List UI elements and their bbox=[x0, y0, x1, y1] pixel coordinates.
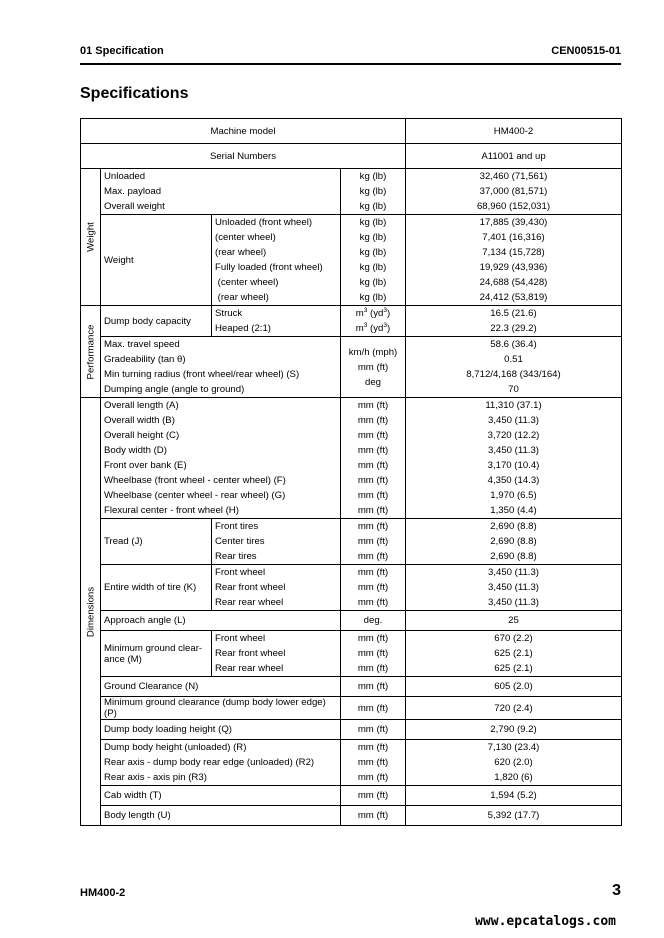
machine-model-value: HM400-2 bbox=[406, 119, 622, 144]
cab-width-unit: mm (ft) bbox=[341, 786, 406, 806]
min-ground-clearance-values: 670 (2.2) 625 (2.1) 625 (2.1) bbox=[406, 631, 622, 677]
min-ground-clearance-units: mm (ft) mm (ft) mm (ft) bbox=[341, 631, 406, 677]
ground-clearance-row bbox=[81, 677, 622, 697]
loading-height-value: 2,790 (9.2) bbox=[406, 720, 622, 740]
footer-model: HM400-2 bbox=[80, 887, 126, 899]
body-length-value: 5,392 (17.7) bbox=[406, 806, 622, 826]
serial-label: Serial Numbers bbox=[81, 144, 406, 169]
overall-dimensions-units: mm (ft) mm (ft) mm (ft) mm (ft) mm (ft) mm (ft) mm (ft) mm (ft) bbox=[341, 398, 406, 519]
approach-angle-label: Approach angle (L) bbox=[101, 611, 341, 631]
dump-body-lower-edge-unit: mm (ft) bbox=[341, 697, 406, 720]
ground-clearance-value: 605 (2.0) bbox=[406, 677, 622, 697]
weight-group-label: Weight bbox=[81, 169, 101, 306]
min-ground-clearance-row bbox=[81, 631, 622, 677]
section-header: 01 Specification bbox=[80, 45, 164, 57]
tire-width-values: 3,450 (11.3) 3,450 (11.3) 3,450 (11.3) bbox=[406, 565, 622, 611]
ground-clearance-unit: mm (ft) bbox=[341, 677, 406, 697]
approach-angle-value: 25 bbox=[406, 611, 622, 631]
weight-distribution-units: kg (lb) kg (lb) kg (lb) kg (lb) kg (lb) kg (lb) bbox=[341, 215, 406, 306]
weight-overall-row bbox=[81, 169, 622, 215]
performance-values: 58.6 (36.4) 0.51 8,712/4,168 (343/164) 70 bbox=[406, 337, 622, 398]
overall-dimensions-values: 11,310 (37.1) 3,450 (11.3) 3,720 (12.2) 3,450 (11.3) 3,170 (10.4) 4,350 (14.3) 1,970 (6.5) 1,350 (4.4) bbox=[406, 398, 622, 519]
tread-values: 2,690 (8.8) 2,690 (8.8) 2,690 (8.8) bbox=[406, 519, 622, 565]
performance-items: Max. travel speed Gradeability (tan θ) Min turning radius (front wheel/rear wheel) (S) Dumping angle (angle to ground) bbox=[101, 337, 341, 398]
performance-row bbox=[81, 337, 622, 398]
overall-dimensions-items: Overall length (A) Overall width (B) Overall height (C) Body width (D) Front over bank (E) Wheelbase (front wheel - center wheel) (F) Wheelbase (center wheel - rear wheel) (G) Flexural center - front wheel (H) bbox=[101, 398, 341, 519]
overall-dimensions-row bbox=[81, 398, 622, 519]
performance-units: km/h (mph) mm (ft) deg bbox=[341, 337, 406, 398]
cab-width-row bbox=[81, 786, 622, 806]
machine-model-label: Machine model bbox=[81, 119, 406, 144]
tread-units: mm (ft) mm (ft) mm (ft) bbox=[341, 519, 406, 565]
cab-width-value: 1,594 (5.2) bbox=[406, 786, 622, 806]
weight-distribution-subs: Unloaded (front wheel) (center wheel) (rear wheel) Fully loaded (front wheel) (center wheel) (rear wheel) bbox=[212, 215, 341, 306]
loading-height-row bbox=[81, 720, 622, 740]
dump-body-height-items: Dump body height (unloaded) (R) Rear axis - dump body rear edge (unloaded) (R2) Rear axis - axis pin (R3) bbox=[101, 740, 341, 786]
dump-body-capacity-subs: Struck Heaped (2:1) bbox=[212, 306, 341, 337]
dump-body-height-row bbox=[81, 740, 622, 786]
dimensions-group-label: Dimensions bbox=[81, 398, 101, 826]
tread-row bbox=[81, 519, 622, 565]
dump-body-height-values: 7,130 (23.4) 620 (2.0) 1,820 (6) bbox=[406, 740, 622, 786]
weight-distribution-values: 17,885 (39,430) 7,401 (16,316) 7,134 (15,728) 19,929 (43,936) 24,688 (54,428) 24,412 (53,819) bbox=[406, 215, 622, 306]
dump-body-capacity-row bbox=[81, 306, 622, 337]
cab-width-label: Cab width (T) bbox=[101, 786, 341, 806]
page-title: Specifications bbox=[80, 85, 189, 102]
tire-width-subs: Front wheel Rear front wheel Rear rear wheel bbox=[212, 565, 341, 611]
approach-angle-row bbox=[81, 611, 622, 631]
serial-value: A11001 and up bbox=[406, 144, 622, 169]
tread-subs: Front tires Center tires Rear tires bbox=[212, 519, 341, 565]
page-number: 3 bbox=[612, 882, 621, 899]
min-ground-clearance-subs: Front wheel Rear front wheel Rear rear wheel bbox=[212, 631, 341, 677]
dump-body-lower-edge-value: 720 (2.4) bbox=[406, 697, 622, 720]
dump-body-height-units: mm (ft) mm (ft) mm (ft) bbox=[341, 740, 406, 786]
body-length-label: Body length (U) bbox=[101, 806, 341, 826]
dump-body-capacity-units: $m^3$ $(yd^3)$ $m^3$ $(yd^3)$ bbox=[341, 306, 406, 337]
ground-clearance-label: Ground Clearance (N) bbox=[101, 677, 341, 697]
dump-body-capacity-values: 16.5 (21.6) 22.3 (29.2) bbox=[406, 306, 622, 337]
weight-units: kg (lb) kg (lb) kg (lb) bbox=[341, 169, 406, 215]
specifications-table bbox=[80, 118, 622, 826]
loading-height-label: Dump body loading height (Q) bbox=[101, 720, 341, 740]
machine-model-row bbox=[81, 119, 622, 144]
weight-items: Unloaded Max. payload Overall weight bbox=[101, 169, 341, 215]
serial-row bbox=[81, 144, 622, 169]
tire-width-units: mm (ft) mm (ft) mm (ft) bbox=[341, 565, 406, 611]
dump-body-lower-edge-row bbox=[81, 697, 622, 720]
body-length-unit: mm (ft) bbox=[341, 806, 406, 826]
loading-height-unit: mm (ft) bbox=[341, 720, 406, 740]
document-code: CEN00515-01 bbox=[551, 45, 621, 57]
body-length-row bbox=[81, 806, 622, 826]
dump-body-capacity-label: Dump body capacity bbox=[101, 306, 212, 337]
weight-distribution-label: Weight bbox=[101, 215, 212, 306]
watermark-url[interactable]: www.epcatalogs.com bbox=[475, 914, 616, 929]
weight-distribution-row bbox=[81, 215, 622, 306]
header-rule bbox=[80, 63, 621, 65]
tread-label: Tread (J) bbox=[101, 519, 212, 565]
dump-body-lower-edge-label: Minimum ground clearance (dump body lower edge) (P) bbox=[101, 697, 341, 720]
tire-width-row bbox=[81, 565, 622, 611]
performance-group-label: Performance bbox=[81, 306, 101, 398]
approach-angle-unit: deg. bbox=[341, 611, 406, 631]
weight-values: 32,460 (71,561) 37,000 (81,571) 68,960 (152,031) bbox=[406, 169, 622, 215]
min-ground-clearance-label: Minimum ground clear- ance (M) bbox=[101, 631, 212, 677]
tire-width-label: Entire width of tire (K) bbox=[101, 565, 212, 611]
